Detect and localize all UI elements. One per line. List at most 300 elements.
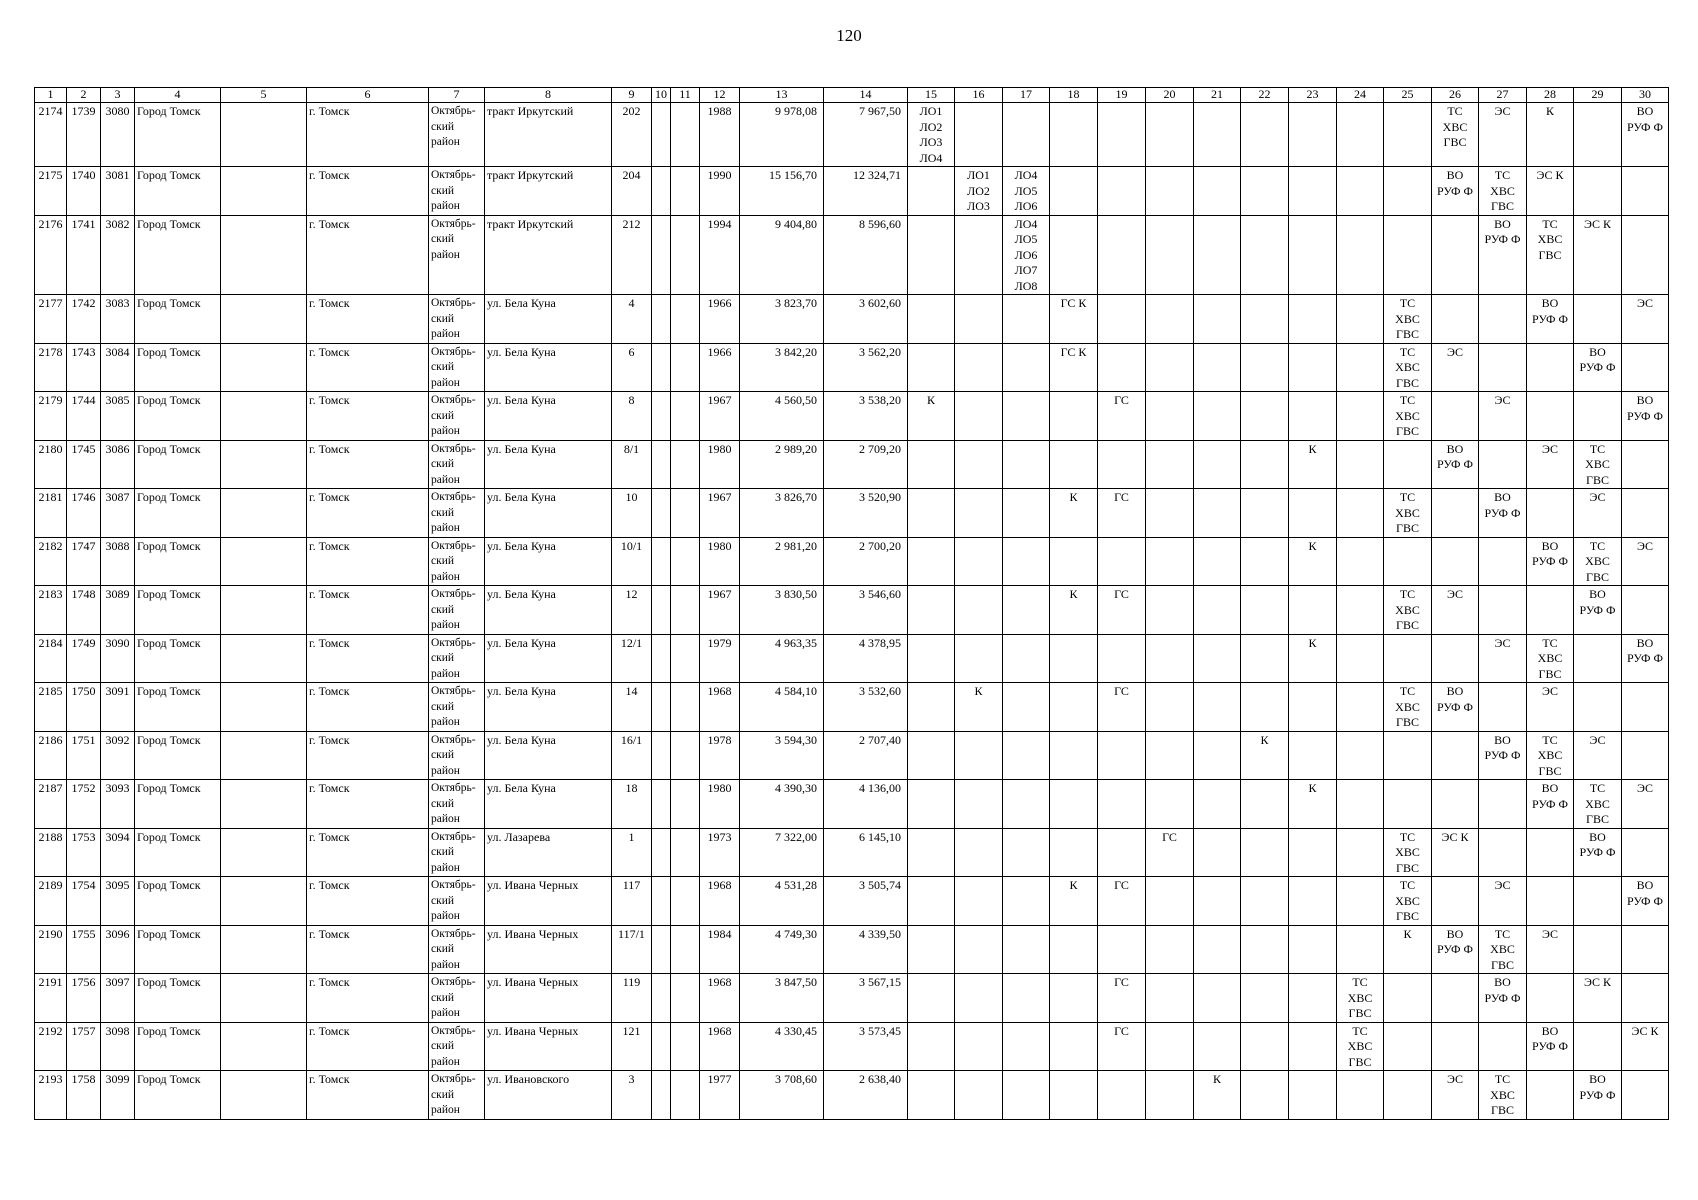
table-cell: 1966 (700, 343, 740, 392)
table-cell (1003, 925, 1050, 974)
table-cell (671, 780, 700, 829)
table-cell (221, 586, 307, 635)
table-cell: Город Томск (135, 925, 221, 974)
table-cell (1622, 440, 1669, 489)
table-cell: 3081 (101, 167, 135, 216)
table-cell: 12 (612, 586, 652, 635)
table-cell (1194, 215, 1241, 295)
table-cell (1337, 828, 1384, 877)
table-cell (1194, 1022, 1241, 1071)
table-cell (1050, 167, 1098, 216)
table-cell (671, 877, 700, 926)
table-cell (1289, 925, 1337, 974)
table-row (35, 440, 1669, 489)
table-cell (1479, 295, 1527, 344)
table-cell: 3098 (101, 1022, 135, 1071)
table-cell: 2184 (35, 634, 67, 683)
table-cell: 4 339,50 (824, 925, 908, 974)
table-cell: ЭС (1479, 392, 1527, 441)
table-cell: ГС К (1050, 295, 1098, 344)
table-cell (1241, 974, 1289, 1023)
table-cell: 1739 (67, 103, 101, 167)
table-cell: 2177 (35, 295, 67, 344)
table-cell: 3 708,60 (740, 1071, 824, 1120)
table-cell (955, 634, 1003, 683)
table-cell: ул. Бела Куна (485, 780, 612, 829)
table-cell: ТС ХВС ГВС (1384, 343, 1432, 392)
column-number-row (35, 88, 1669, 103)
table-cell: Октябрь-ский район (429, 440, 485, 489)
table-cell: ЭС (1574, 731, 1622, 780)
table-cell (671, 392, 700, 441)
table-cell: Октябрь-ский район (429, 167, 485, 216)
table-cell (955, 1022, 1003, 1071)
table-row (35, 828, 1669, 877)
table-cell: 3 538,20 (824, 392, 908, 441)
table-cell: ЭС К (1622, 1022, 1669, 1071)
table-cell (652, 731, 671, 780)
table-cell (1050, 1071, 1098, 1120)
column-number-header: 26 (1432, 88, 1479, 103)
table-cell (955, 489, 1003, 538)
table-cell: 3 532,60 (824, 683, 908, 732)
table-cell (1146, 731, 1194, 780)
table-cell: Октябрь-ский район (429, 780, 485, 829)
table-cell: ВО РУФ Ф (1432, 683, 1479, 732)
table-row (35, 683, 1669, 732)
table-cell (1241, 683, 1289, 732)
table-cell (1337, 103, 1384, 167)
table-cell (1432, 877, 1479, 926)
table-cell: г. Томск (307, 780, 429, 829)
table-cell: ЛО1 ЛО2 ЛО3 (955, 167, 1003, 216)
table-cell (1098, 440, 1146, 489)
table-cell (652, 683, 671, 732)
table-cell: ул. Бела Куна (485, 343, 612, 392)
page-number: 120 (836, 26, 862, 45)
table-cell: 3084 (101, 343, 135, 392)
table-cell: К (1050, 489, 1098, 538)
table-cell: 4 749,30 (740, 925, 824, 974)
column-number-header: 23 (1289, 88, 1337, 103)
table-cell: ул. Ивана Черных (485, 1022, 612, 1071)
table-cell (1003, 537, 1050, 586)
table-cell: ТС ХВС ГВС (1384, 828, 1432, 877)
table-cell: 2180 (35, 440, 67, 489)
table-cell: 3 842,20 (740, 343, 824, 392)
table-cell: 1994 (700, 215, 740, 295)
table-cell (1384, 167, 1432, 216)
table-cell: 2 638,40 (824, 1071, 908, 1120)
table-cell (671, 295, 700, 344)
table-cell: 2 700,20 (824, 537, 908, 586)
table-cell: ТС ХВС ГВС (1337, 1022, 1384, 1071)
table-cell: г. Томск (307, 167, 429, 216)
table-cell (908, 343, 955, 392)
table-cell (1527, 489, 1574, 538)
table-cell: 1988 (700, 103, 740, 167)
table-cell: 3090 (101, 634, 135, 683)
table-cell: ЭС (1432, 343, 1479, 392)
table-cell: г. Томск (307, 392, 429, 441)
table-cell: ЭС (1432, 586, 1479, 635)
table-cell: Город Томск (135, 1022, 221, 1071)
table-cell: г. Томск (307, 537, 429, 586)
table-cell: ГС (1098, 683, 1146, 732)
table-cell (1194, 489, 1241, 538)
table-cell: 1754 (67, 877, 101, 926)
table-cell (1574, 167, 1622, 216)
table-cell (1003, 974, 1050, 1023)
table-cell: Город Томск (135, 828, 221, 877)
table-cell: 1747 (67, 537, 101, 586)
table-cell (1146, 440, 1194, 489)
table-cell: Октябрь-ский район (429, 1071, 485, 1120)
table-cell (1003, 343, 1050, 392)
table-cell: ТС ХВС ГВС (1527, 634, 1574, 683)
table-cell (221, 215, 307, 295)
table-cell: 1 (612, 828, 652, 877)
table-row (35, 877, 1669, 926)
column-number-header: 25 (1384, 88, 1432, 103)
column-number-header: 8 (485, 88, 612, 103)
table-cell (1146, 634, 1194, 683)
table-cell (1289, 1022, 1337, 1071)
table-cell (1194, 731, 1241, 780)
table-cell: 2191 (35, 974, 67, 1023)
table-cell (652, 1071, 671, 1120)
table-cell: ТС ХВС ГВС (1574, 440, 1622, 489)
table-cell (1384, 731, 1432, 780)
table-cell (671, 440, 700, 489)
table-cell (1289, 295, 1337, 344)
table-cell: ВО РУФ Ф (1527, 295, 1574, 344)
table-cell (955, 103, 1003, 167)
table-cell (221, 731, 307, 780)
table-cell (1003, 634, 1050, 683)
table-cell (1241, 343, 1289, 392)
table-cell (1241, 828, 1289, 877)
table-cell: 1756 (67, 974, 101, 1023)
table-cell (1050, 974, 1098, 1023)
table-cell: 3 (612, 1071, 652, 1120)
table-cell (1574, 392, 1622, 441)
column-number-header: 30 (1622, 88, 1669, 103)
table-cell (671, 731, 700, 780)
table-cell (1194, 586, 1241, 635)
table-cell (652, 489, 671, 538)
table-cell: Город Томск (135, 1071, 221, 1120)
table-cell (1527, 974, 1574, 1023)
table-cell: г. Томск (307, 215, 429, 295)
table-cell (652, 103, 671, 167)
table-cell: ул. Бела Куна (485, 683, 612, 732)
table-cell (1384, 103, 1432, 167)
table-cell (1479, 440, 1527, 489)
table-cell (955, 343, 1003, 392)
table-cell: 1758 (67, 1071, 101, 1120)
table-cell (955, 392, 1003, 441)
table-cell (221, 295, 307, 344)
table-row (35, 731, 1669, 780)
table-cell: г. Томск (307, 1071, 429, 1120)
table-cell (1146, 103, 1194, 167)
table-cell: 3088 (101, 537, 135, 586)
table-cell (1432, 780, 1479, 829)
table-cell (1194, 974, 1241, 1023)
table-cell (221, 925, 307, 974)
table-cell (221, 440, 307, 489)
table-cell: 2 709,20 (824, 440, 908, 489)
table-cell (1289, 392, 1337, 441)
table-cell (1241, 440, 1289, 489)
table-cell: Город Томск (135, 634, 221, 683)
column-number-header: 15 (908, 88, 955, 103)
table-cell: 2187 (35, 780, 67, 829)
table-cell: ул. Бела Куна (485, 731, 612, 780)
table-cell: ЭС (1527, 683, 1574, 732)
table-cell: 2193 (35, 1071, 67, 1120)
table-cell: г. Томск (307, 634, 429, 683)
column-number-header: 20 (1146, 88, 1194, 103)
table-cell (1241, 392, 1289, 441)
table-cell (1194, 167, 1241, 216)
table-cell: ул. Ивана Черных (485, 974, 612, 1023)
table-cell: Город Томск (135, 215, 221, 295)
table-cell: Город Томск (135, 537, 221, 586)
table-row (35, 103, 1669, 167)
table-cell (1337, 489, 1384, 538)
table-cell: г. Томск (307, 925, 429, 974)
table-cell (1194, 392, 1241, 441)
table-cell (908, 731, 955, 780)
table-cell (1527, 1071, 1574, 1120)
table-cell: Октябрь-ский район (429, 489, 485, 538)
table-row (35, 586, 1669, 635)
table-cell: 1968 (700, 877, 740, 926)
column-number-header: 1 (35, 88, 67, 103)
table-cell: 204 (612, 167, 652, 216)
table-cell: 121 (612, 1022, 652, 1071)
table-cell (1194, 343, 1241, 392)
table-cell (1194, 295, 1241, 344)
table-cell: ЛО1 ЛО2 ЛО3 ЛО4 (908, 103, 955, 167)
table-cell (1622, 974, 1669, 1023)
table-cell: г. Томск (307, 683, 429, 732)
table-row (35, 1071, 1669, 1120)
table-cell: Октябрь-ский район (429, 634, 485, 683)
table-cell (1289, 683, 1337, 732)
table-cell: 14 (612, 683, 652, 732)
table-row (35, 215, 1669, 295)
table-cell: Октябрь-ский район (429, 1022, 485, 1071)
table-cell: ГС (1098, 877, 1146, 926)
table-cell: Октябрь-ский район (429, 392, 485, 441)
table-cell: 3 567,15 (824, 974, 908, 1023)
table-cell (1146, 1071, 1194, 1120)
table-cell (1146, 974, 1194, 1023)
table-cell (1384, 537, 1432, 586)
table-cell (1003, 683, 1050, 732)
table-row (35, 392, 1669, 441)
table-cell (1574, 295, 1622, 344)
column-number-header: 17 (1003, 88, 1050, 103)
table-cell (1337, 877, 1384, 926)
table-cell: 3094 (101, 828, 135, 877)
table-cell (1146, 295, 1194, 344)
column-number-header: 7 (429, 88, 485, 103)
column-number-header: 13 (740, 88, 824, 103)
table-cell (652, 586, 671, 635)
table-cell: 2190 (35, 925, 67, 974)
table-cell: К (1050, 877, 1098, 926)
column-number-header: 9 (612, 88, 652, 103)
table-cell (1241, 167, 1289, 216)
table-cell (1241, 634, 1289, 683)
table-row (35, 780, 1669, 829)
table-cell (1289, 103, 1337, 167)
table-cell (1241, 215, 1289, 295)
table-cell (1003, 295, 1050, 344)
table-cell: г. Томск (307, 343, 429, 392)
table-cell: ВО РУФ Ф (1527, 537, 1574, 586)
table-cell (1098, 295, 1146, 344)
table-cell (1622, 925, 1669, 974)
table-cell (1337, 440, 1384, 489)
table-cell (652, 343, 671, 392)
table-cell (908, 295, 955, 344)
table-cell: 4 560,50 (740, 392, 824, 441)
table-cell: 2182 (35, 537, 67, 586)
table-cell (1194, 780, 1241, 829)
table-cell (1432, 731, 1479, 780)
table-cell (1003, 586, 1050, 635)
table-cell: ул. Бела Куна (485, 537, 612, 586)
table-cell: ВО РУФ Ф (1479, 974, 1527, 1023)
table-cell: ТС ХВС ГВС (1384, 489, 1432, 538)
table-cell (1146, 925, 1194, 974)
table-cell: ВО РУФ Ф (1622, 877, 1669, 926)
table-cell (221, 103, 307, 167)
table-cell: К (1289, 634, 1337, 683)
table-row (35, 925, 1669, 974)
table-cell (221, 537, 307, 586)
table-cell (1003, 440, 1050, 489)
table-cell (908, 925, 955, 974)
table-cell (1337, 537, 1384, 586)
table-cell: 3099 (101, 1071, 135, 1120)
table-cell (1241, 586, 1289, 635)
table-cell: 1751 (67, 731, 101, 780)
table-cell: г. Томск (307, 731, 429, 780)
table-cell (1337, 392, 1384, 441)
table-cell: ЭС (1479, 103, 1527, 167)
table-cell (1241, 295, 1289, 344)
table-cell: 16/1 (612, 731, 652, 780)
table-cell (1622, 828, 1669, 877)
table-cell: Город Томск (135, 974, 221, 1023)
table-cell: тракт Иркутский (485, 215, 612, 295)
table-cell: 2176 (35, 215, 67, 295)
table-cell: 3096 (101, 925, 135, 974)
table-cell (1241, 489, 1289, 538)
table-cell (1146, 167, 1194, 216)
table-cell (1050, 828, 1098, 877)
column-number-header: 10 (652, 88, 671, 103)
table-cell: Город Томск (135, 343, 221, 392)
table-cell (1574, 634, 1622, 683)
table-cell (1479, 537, 1527, 586)
table-cell: г. Томск (307, 586, 429, 635)
table-cell (1003, 877, 1050, 926)
table-cell (908, 167, 955, 216)
table-cell: Город Томск (135, 103, 221, 167)
table-cell (1098, 537, 1146, 586)
table-cell (1289, 1071, 1337, 1120)
table-cell (221, 780, 307, 829)
table-cell (955, 974, 1003, 1023)
table-cell: К (1050, 586, 1098, 635)
table-cell (1050, 103, 1098, 167)
table-cell: ЭС К (1574, 215, 1622, 295)
column-number-header: 5 (221, 88, 307, 103)
table-cell: 1966 (700, 295, 740, 344)
table-cell: Октябрь-ский район (429, 683, 485, 732)
table-cell (1289, 167, 1337, 216)
table-cell: 1968 (700, 1022, 740, 1071)
table-cell (1146, 215, 1194, 295)
table-row (35, 295, 1669, 344)
table-cell: К (955, 683, 1003, 732)
table-cell: г. Томск (307, 295, 429, 344)
table-cell (1432, 489, 1479, 538)
table-cell (1479, 780, 1527, 829)
table-cell: 18 (612, 780, 652, 829)
table-cell: К (1384, 925, 1432, 974)
table-cell (1194, 828, 1241, 877)
table-cell: 1746 (67, 489, 101, 538)
table-cell: 1979 (700, 634, 740, 683)
table-cell (1098, 828, 1146, 877)
table-cell (1337, 780, 1384, 829)
table-cell: 1973 (700, 828, 740, 877)
table-cell: 9 404,80 (740, 215, 824, 295)
table-cell: 4 136,00 (824, 780, 908, 829)
table-cell: 1977 (700, 1071, 740, 1120)
column-number-header: 12 (700, 88, 740, 103)
table-cell: 1744 (67, 392, 101, 441)
table-cell: 1753 (67, 828, 101, 877)
table-cell: 1980 (700, 440, 740, 489)
table-cell (1527, 877, 1574, 926)
table-cell: ТС ХВС ГВС (1479, 925, 1527, 974)
table-cell (908, 780, 955, 829)
table-cell: ул. Ивана Черных (485, 925, 612, 974)
table-cell (1432, 215, 1479, 295)
table-cell (221, 974, 307, 1023)
table-cell: 3097 (101, 974, 135, 1023)
table-cell: 1757 (67, 1022, 101, 1071)
column-number-header: 27 (1479, 88, 1527, 103)
table-cell (221, 634, 307, 683)
table-cell: ЭС К (1432, 828, 1479, 877)
table-cell (1479, 828, 1527, 877)
table-cell (1194, 103, 1241, 167)
table-cell (221, 167, 307, 216)
table-cell (955, 586, 1003, 635)
table-cell: 2188 (35, 828, 67, 877)
table-cell (908, 634, 955, 683)
